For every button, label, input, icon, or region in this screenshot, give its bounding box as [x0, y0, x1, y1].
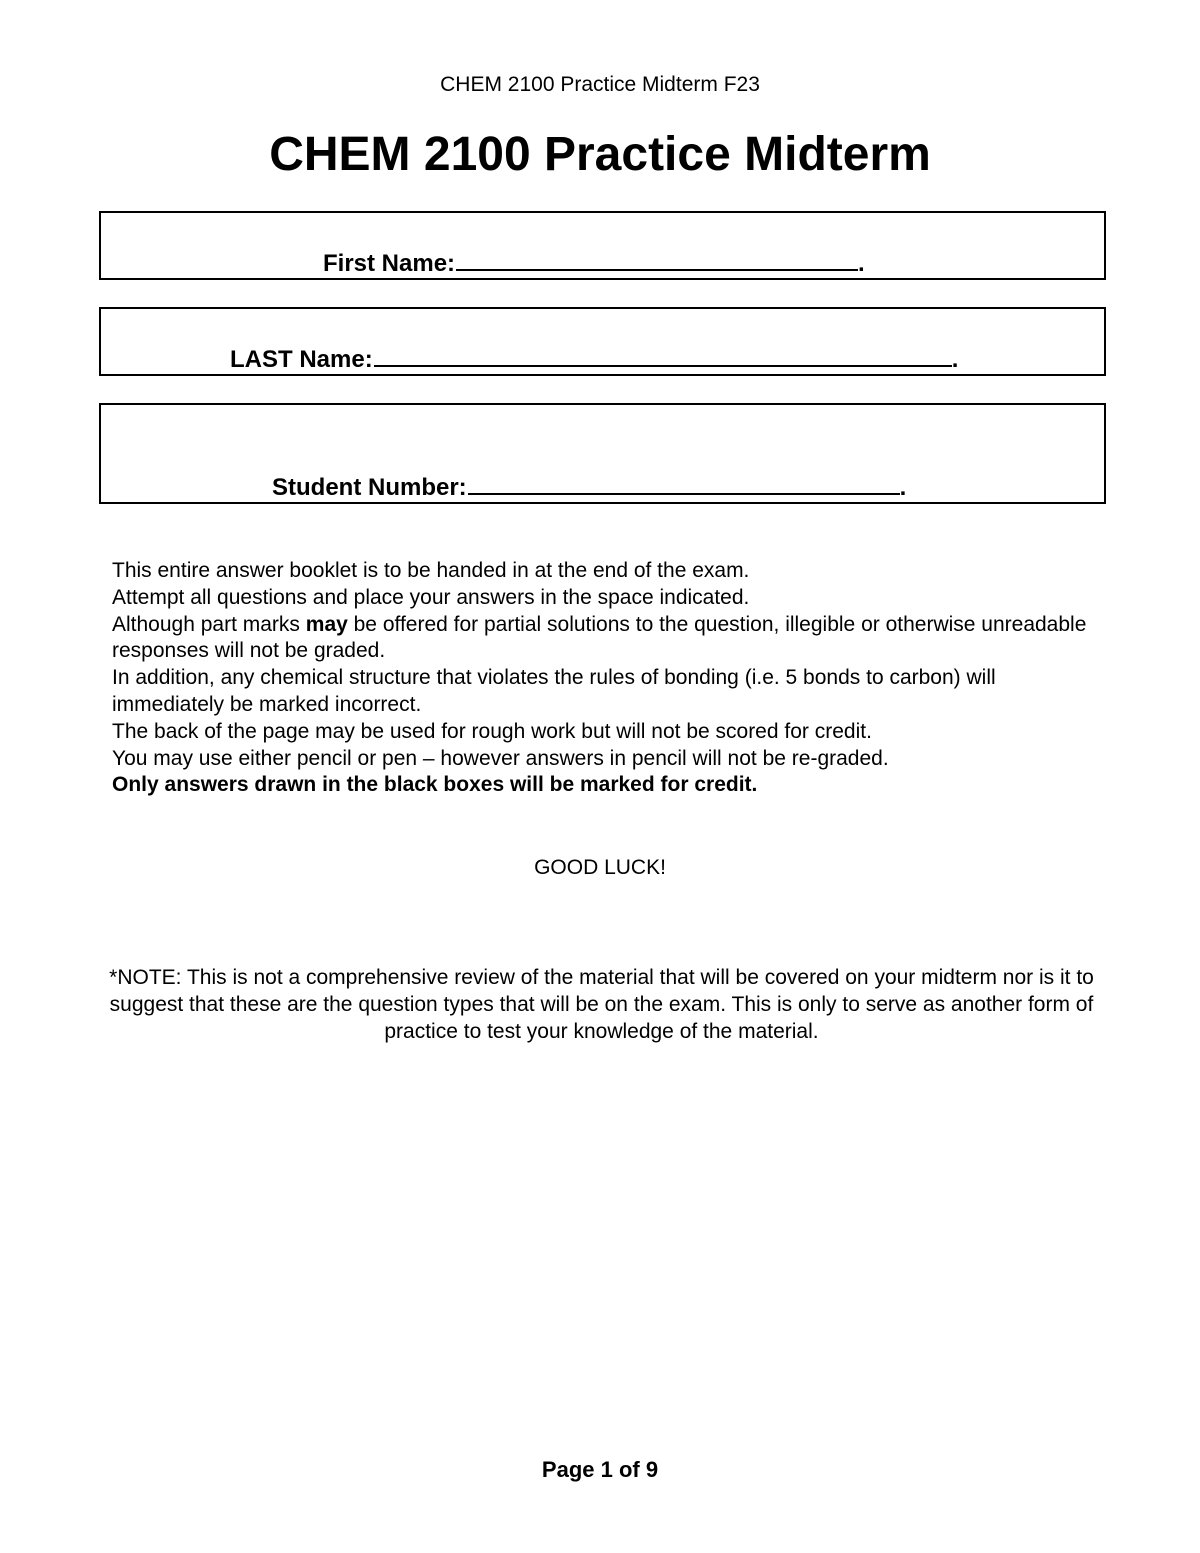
instruction-line-2: Attempt all questions and place your answers in the space indicated. [112, 585, 750, 609]
last-name-label: LAST Name: [230, 346, 373, 373]
first-name-blank [456, 247, 858, 271]
first-name-field [323, 247, 865, 278]
page-number: Page 1 of 9 [541, 1457, 659, 1482]
student-number-blank [468, 471, 900, 495]
student-number-end: . [899, 474, 907, 501]
student-number-label: Student Number: [272, 474, 467, 501]
first-name-box [99, 211, 1106, 280]
last-name-box [99, 307, 1106, 376]
instruction-line-6: You may use either pencil or pen – however answers in pencil will not be re-graded. [112, 746, 889, 770]
instruction-line-4: In addition, any chemical structure that violates the rules of bonding (i.e. 5 bonds to carbon) will immediately be marked incorrect. [112, 666, 996, 716]
instruction-line-3 [112, 612, 1102, 666]
instruction-line-5: The back of the page may be used for rough work but will not be scored for credit. [112, 719, 872, 743]
instruction-line-7 [112, 772, 1102, 799]
last-name-field [230, 343, 958, 374]
first-name-end: . [858, 250, 865, 277]
instruction-line-7-bold: Only answers drawn in the black boxes will be marked for credit. [112, 773, 758, 797]
running-header: CHEM 2100 Practice Midterm F23 [440, 73, 760, 96]
last-name-blank [374, 343, 952, 367]
student-number-field [272, 471, 906, 502]
note-text: *NOTE: This is not a comprehensive review of the material that will be covered on your midterm nor is it to suggest that these are the question types that will be on the exam. This is only to serve as another form of practice to test your knowledge of the material. [109, 966, 1094, 1043]
last-name-end: . [951, 346, 959, 373]
good-luck-text: GOOD LUCK! [534, 856, 666, 879]
instruction-line-3-post: be offered for partial solutions to the question, illegible or otherwise unreadable responses will not be graded. [112, 612, 1087, 663]
instructions [112, 558, 1102, 799]
first-name-label: First Name: [323, 250, 456, 277]
page-title: CHEM 2100 Practice Midterm [269, 128, 931, 181]
instruction-line-1: This entire answer booklet is to be handed in at the end of the exam. [112, 559, 750, 582]
instruction-line-3-bold: may [305, 612, 348, 636]
instruction-line-3-pre: Although part marks [112, 612, 306, 636]
student-number-box [99, 403, 1106, 504]
